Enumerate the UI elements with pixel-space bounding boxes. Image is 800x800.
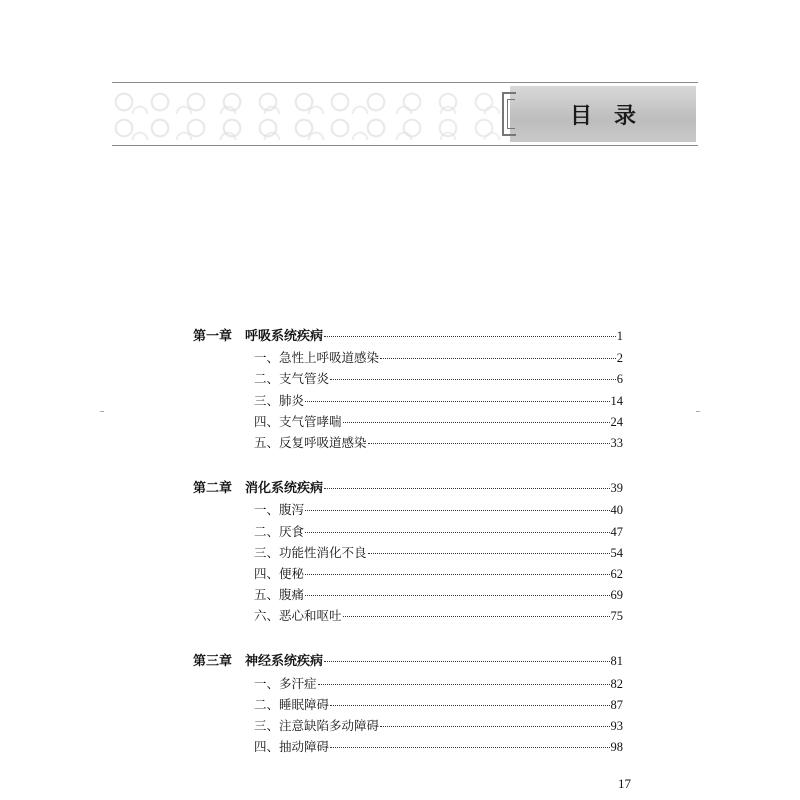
page-ref: 14 xyxy=(610,393,623,408)
leader-dots xyxy=(324,660,609,662)
chapter-heading xyxy=(193,478,323,499)
leader-dots xyxy=(380,357,616,359)
leader-dots xyxy=(305,594,609,596)
leader-dots xyxy=(368,442,610,444)
chapter-block xyxy=(193,326,623,453)
item-label: 三、肺炎 xyxy=(254,392,305,408)
chapter-heading xyxy=(193,326,323,347)
toc-item[interactable] xyxy=(193,390,623,411)
leader-dots xyxy=(368,552,610,554)
chapter-title: 消化系统疾病 xyxy=(245,481,324,497)
toc-item[interactable] xyxy=(193,347,623,368)
toc-item[interactable] xyxy=(193,411,623,432)
page-ref: 93 xyxy=(610,719,623,733)
page-ref: 39 xyxy=(610,481,623,496)
leader-dots xyxy=(305,531,609,533)
page-ref: 1 xyxy=(616,329,623,343)
item-label: 三、注意缺陷多动障碍 xyxy=(254,718,380,733)
leader-dots xyxy=(305,509,609,511)
page-ref: 62 xyxy=(610,566,623,581)
item-label: 四、抽动障碍 xyxy=(254,739,330,755)
toc-item[interactable] xyxy=(193,605,623,626)
item-label: 三、功能性消化不良 xyxy=(254,544,367,560)
leader-dots xyxy=(305,573,609,575)
page-number: 17 xyxy=(618,776,631,791)
leader-dots xyxy=(318,683,610,685)
chapter-title: 神经系统疾病 xyxy=(245,654,324,670)
leader-dots xyxy=(305,400,609,402)
item-label: 五、反复呼吸道感染 xyxy=(254,434,367,450)
toc-item[interactable] xyxy=(193,542,623,563)
item-label: 一、多汗症 xyxy=(254,675,317,691)
banner-bottom-rule xyxy=(112,145,698,146)
item-label: 一、急性上呼吸道感染 xyxy=(254,350,380,366)
leader-dots xyxy=(343,615,610,617)
toc-item[interactable] xyxy=(193,563,623,584)
leader-dots xyxy=(330,746,609,748)
chapter-entry[interactable] xyxy=(193,326,623,347)
item-label: 六、恶心和呕吐 xyxy=(254,608,342,624)
chapter-entry[interactable] xyxy=(193,651,623,672)
page-ref: 81 xyxy=(610,654,623,669)
chapter-heading xyxy=(193,651,323,672)
page-ref: 33 xyxy=(610,435,623,450)
page-ref: 2 xyxy=(616,351,623,366)
page-ref: 47 xyxy=(610,524,623,539)
toc-item[interactable] xyxy=(193,673,623,694)
page-ref: 40 xyxy=(610,503,623,518)
toc-item[interactable] xyxy=(193,584,623,605)
header-banner xyxy=(112,82,698,146)
left-margin-mark xyxy=(100,411,104,412)
leader-dots xyxy=(330,704,609,706)
toc-item[interactable] xyxy=(193,736,623,757)
page-ref: 24 xyxy=(610,414,623,429)
leader-dots xyxy=(324,335,616,337)
banner-top-rule xyxy=(112,82,698,83)
table-of-contents xyxy=(193,326,623,782)
page-ref: 69 xyxy=(610,588,623,603)
right-margin-mark xyxy=(696,411,700,412)
page-ref: 87 xyxy=(610,697,623,712)
item-label: 二、厌食 xyxy=(254,523,305,539)
chapter-number: 第二章 xyxy=(193,481,233,497)
page-ref: 6 xyxy=(616,372,623,387)
item-label: 一、腹泻 xyxy=(254,502,305,518)
leader-dots xyxy=(324,487,609,489)
toc-item[interactable] xyxy=(193,368,623,389)
chapter-number: 第一章 xyxy=(193,329,233,344)
page-ref: 98 xyxy=(610,740,623,755)
toc-item[interactable] xyxy=(193,694,623,715)
chapter-block xyxy=(193,651,623,757)
page-ref: 75 xyxy=(610,609,623,624)
item-label: 四、便秘 xyxy=(254,565,305,581)
leader-dots xyxy=(380,725,609,727)
chapter-number: 第三章 xyxy=(193,654,233,670)
toc-item[interactable] xyxy=(193,432,623,453)
item-label: 二、睡眠障碍 xyxy=(254,696,330,712)
leader-dots xyxy=(343,421,610,423)
chapter-entry[interactable] xyxy=(193,478,623,499)
item-label: 五、腹痛 xyxy=(254,587,305,603)
toc-item[interactable] xyxy=(193,715,623,736)
toc-item[interactable] xyxy=(193,499,623,520)
page-title: 目录 xyxy=(569,102,658,129)
banner-fade xyxy=(362,88,512,140)
toc-item[interactable] xyxy=(193,521,623,542)
page-ref: 82 xyxy=(610,676,623,691)
chapter-title: 呼吸系统疾病 xyxy=(245,329,324,344)
item-label: 四、支气管哮喘 xyxy=(254,413,342,429)
leader-dots xyxy=(330,378,616,380)
item-label: 二、支气管炎 xyxy=(254,371,330,387)
page-ref: 54 xyxy=(610,545,623,560)
chapter-block xyxy=(193,478,623,626)
